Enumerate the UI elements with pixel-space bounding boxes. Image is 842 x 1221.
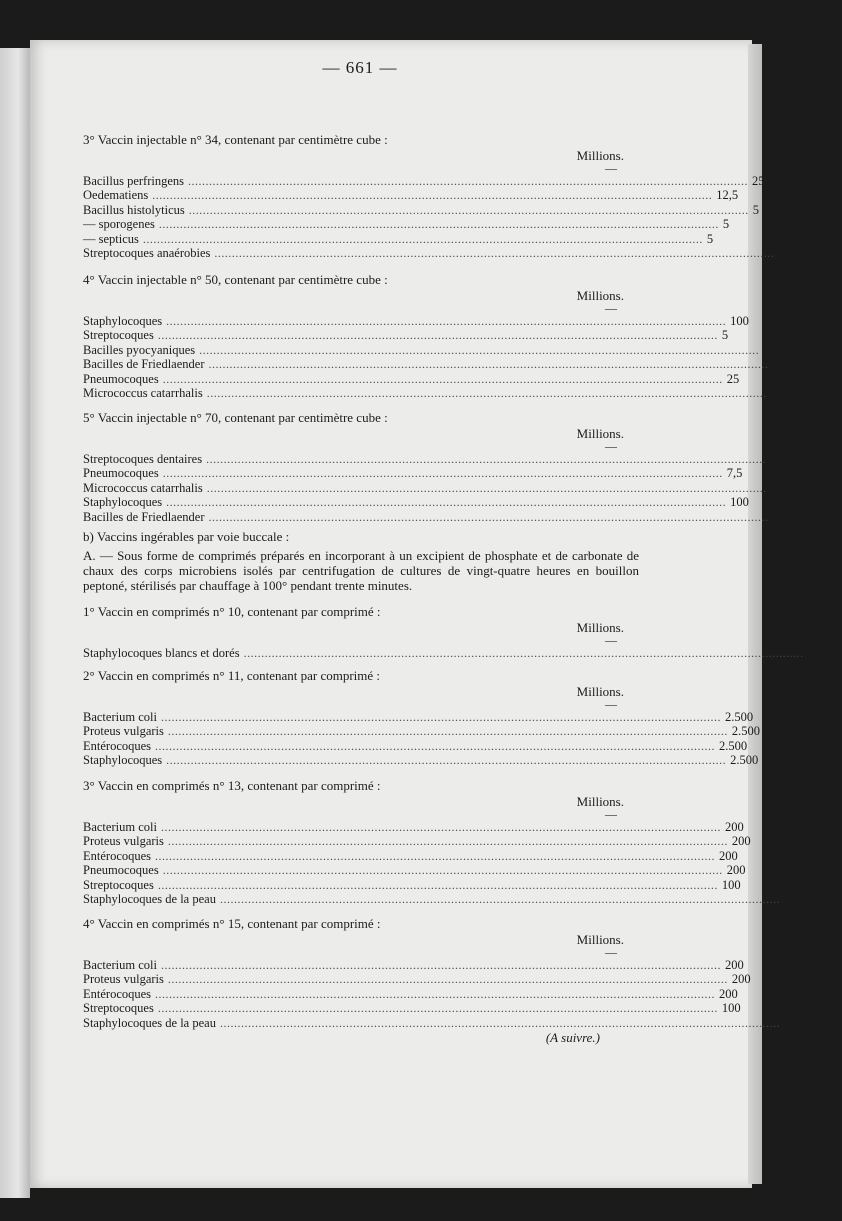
table-row xyxy=(83,957,744,972)
page-number: — 661 — xyxy=(322,58,398,77)
organism-name: Streptocoques xyxy=(83,1001,154,1015)
leader-dots: ................................................................................................................................................................ xyxy=(157,877,718,892)
organism-count: 25 xyxy=(726,371,740,386)
leader-dots: ................................................................................................................................................................ xyxy=(166,495,727,509)
organism-count: 200 xyxy=(724,819,744,834)
organism-count: 200 xyxy=(719,986,738,1001)
table-row xyxy=(83,328,729,343)
organism-count: 5 xyxy=(752,202,759,217)
organism-name: Streptocoques xyxy=(83,328,154,342)
table-row xyxy=(83,892,813,907)
unit-dash: — xyxy=(605,633,617,647)
organism-count: 200 xyxy=(726,863,746,877)
organism-name: Pneumocoques xyxy=(83,863,159,877)
table-row xyxy=(83,386,793,401)
leader-dots: ................................................................................................................................................................ xyxy=(155,738,716,753)
organism-name: Staphylocoques de la peau xyxy=(83,892,216,906)
leader-dots: ................................................................................................................................................................ xyxy=(157,328,718,342)
organism-count: 5 xyxy=(778,246,785,260)
organism-count: 2.500 xyxy=(724,709,754,724)
unit-dash: — xyxy=(605,301,617,315)
organism-name: Entérocoques xyxy=(83,986,152,1001)
table-row xyxy=(83,246,785,261)
organism-name: Oedematiens xyxy=(83,188,149,202)
table-row xyxy=(83,451,783,466)
table-row xyxy=(83,1001,741,1016)
leader-dots: ................................................................................................................................................................ xyxy=(243,645,804,660)
oral-paragraph: A. — Sous forme de comprimés préparés en incorporant à un excipient de phosphate et de carbonate de chaux des corps microbiens isolés par centrifugation de cultures de vingt-quatre heures en bouillon peptoné, stérilisés par chauffage à 100° pendant trente minutes. xyxy=(83,548,639,593)
leader-dots: ................................................................................................................................................................ xyxy=(158,217,719,231)
table-row xyxy=(83,709,754,724)
leader-dots: ................................................................................................................................................................ xyxy=(206,451,767,466)
organism-name: Bacilles pyocyaniques xyxy=(83,342,196,357)
unit-dash: — xyxy=(605,697,617,711)
organism-count: 10 xyxy=(770,480,784,495)
organism-count: 200 xyxy=(724,957,744,972)
table-row xyxy=(83,972,751,987)
organism-name: Streptocoques xyxy=(83,877,154,892)
unit-dash: — xyxy=(605,945,617,959)
leader-dots: ................................................................................................................................................................ xyxy=(166,753,727,767)
table-row xyxy=(83,480,784,495)
leader-dots: ................................................................................................................................................................ xyxy=(155,986,716,1001)
organism-count: 2.500 xyxy=(719,738,748,753)
table-row xyxy=(83,509,785,524)
leader-dots: ................................................................................................................................................................ xyxy=(160,819,721,834)
leader-dots: ................................................................................................................................................................ xyxy=(206,386,767,400)
table-row xyxy=(83,342,776,357)
table-row xyxy=(83,819,744,834)
vaccine-section xyxy=(83,132,785,260)
organism-name: Bacilles de Friedlaender xyxy=(83,357,205,371)
organism-count: 10 xyxy=(772,509,785,524)
organism-count: 25 xyxy=(772,357,785,371)
organism-count: 7,5 xyxy=(726,466,743,480)
section-intro: 1° Vaccin en comprimés n° 10, contenant par comprimé : xyxy=(83,604,381,619)
organism-count: 200 xyxy=(719,848,738,863)
organism-count: 12,5 xyxy=(770,386,793,400)
section-intro: 3° Vaccin injectable n° 34, contenant par centimètre cube : xyxy=(83,132,388,147)
leader-dots: ................................................................................................................................................................ xyxy=(167,972,728,986)
organism-count: 10 xyxy=(770,451,783,466)
table-row xyxy=(83,1015,813,1030)
table-row xyxy=(83,173,765,188)
organism-count: 5 xyxy=(722,217,730,231)
leader-dots: ................................................................................................................................................................ xyxy=(162,371,723,386)
unit-label: Millions. xyxy=(576,620,624,635)
table-row xyxy=(83,202,759,217)
unit-label: Millions. xyxy=(576,426,624,441)
organism-name: Staphylocoques blancs et dorés xyxy=(83,645,240,660)
vaccine-section xyxy=(83,778,813,906)
organism-count: 2.500 xyxy=(730,753,759,767)
organism-count: 100 xyxy=(730,313,749,328)
leader-dots: ................................................................................................................................................................ xyxy=(206,480,767,495)
leader-dots: ................................................................................................................................................................ xyxy=(160,957,721,972)
table-row xyxy=(83,863,746,878)
leader-dots: ................................................................................................................................................................ xyxy=(142,231,703,246)
table-row xyxy=(83,724,761,739)
leader-dots: ................................................................................................................................................................ xyxy=(167,724,728,738)
organism-name: Bacillus histolyticus xyxy=(83,202,185,217)
leader-dots: ................................................................................................................................................................ xyxy=(188,202,749,217)
organism-count: 1.000 xyxy=(783,1015,813,1030)
organism-name: Bacilles de Friedlaender xyxy=(83,509,205,524)
organism-name: Micrococcus catarrhalis xyxy=(83,480,203,495)
leader-dots: ................................................................................................................................................................ xyxy=(188,173,749,188)
table-row xyxy=(83,217,730,232)
organism-count: 200 xyxy=(731,834,751,848)
organism-name: Staphylocoques xyxy=(83,313,163,328)
unit-label: Millions. xyxy=(576,794,624,809)
leader-dots: ................................................................................................................................................................ xyxy=(162,466,723,480)
organism-count: 100 xyxy=(721,1001,741,1015)
organism-name: Staphylocoques de la peau xyxy=(83,1015,216,1030)
vaccine-section xyxy=(83,410,785,524)
organism-name: Bacterium coli xyxy=(83,709,157,724)
organism-name: Bacillus perfringens xyxy=(83,173,185,188)
table-row xyxy=(83,495,749,510)
vaccine-section xyxy=(83,604,842,660)
organism-count: 10 xyxy=(763,342,776,357)
organism-name: Entérocoques xyxy=(83,848,152,863)
table-row xyxy=(83,753,759,768)
leader-dots: ................................................................................................................................................................ xyxy=(199,342,760,357)
organism-name: Entérocoques xyxy=(83,738,152,753)
organism-count: 100 xyxy=(721,877,741,892)
section-intro: 4° Vaccin injectable n° 50, contenant par centimètre cube : xyxy=(83,272,388,287)
organism-name: Pneumocoques xyxy=(83,466,159,480)
organism-count: 2.500 xyxy=(731,724,761,738)
table-row xyxy=(83,371,740,386)
leader-dots: ................................................................................................................................................................ xyxy=(155,848,716,863)
organism-count: 15.000 xyxy=(807,645,842,660)
table-row xyxy=(83,986,738,1001)
organism-name: Micrococcus catarrhalis xyxy=(83,386,203,400)
leader-dots: ................................................................................................................................................................ xyxy=(208,357,769,371)
organism-name: Staphylocoques xyxy=(83,753,163,767)
organism-name: Proteus vulgaris xyxy=(83,724,164,738)
organism-name: Bacterium coli xyxy=(83,819,157,834)
section-intro: 4° Vaccin en comprimés n° 15, contenant par comprimé : xyxy=(83,916,381,931)
organism-name: Pneumocoques xyxy=(83,371,159,386)
leader-dots: ................................................................................................................................................................ xyxy=(219,892,780,906)
table-row xyxy=(83,313,749,328)
vaccine-section xyxy=(83,272,793,400)
organism-count: 200 xyxy=(731,972,751,986)
organism-name: — septicus xyxy=(83,231,139,246)
table-row xyxy=(83,466,743,481)
unit-label: Millions. xyxy=(576,288,624,303)
table-row xyxy=(83,645,842,660)
organism-name: Streptocoques dentaires xyxy=(83,451,203,466)
leader-dots: ................................................................................................................................................................ xyxy=(166,313,727,328)
unit-dash: — xyxy=(605,161,617,175)
organism-name: Proteus vulgaris xyxy=(83,834,164,848)
leader-dots: ................................................................................................................................................................ xyxy=(219,1015,780,1030)
table-row xyxy=(83,231,714,246)
organism-name: — sporogenes xyxy=(83,217,155,231)
left-page-edge xyxy=(0,48,30,1198)
section-intro: 3° Vaccin en comprimés n° 13, contenant par comprimé : xyxy=(83,778,381,793)
leader-dots: ................................................................................................................................................................ xyxy=(167,834,728,848)
table-row xyxy=(83,848,738,863)
table-row xyxy=(83,834,751,849)
table-row xyxy=(83,357,785,372)
unit-label: Millions. xyxy=(576,684,624,699)
organism-name: Staphylocoques xyxy=(83,495,163,509)
organism-count: 5 xyxy=(706,231,714,246)
oral-heading: b) Vaccins ingérables par voie buccale : xyxy=(83,529,290,544)
organism-count: 100 xyxy=(730,495,749,509)
unit-dash: — xyxy=(605,807,617,821)
leader-dots: ................................................................................................................................................................ xyxy=(152,188,713,202)
table-row xyxy=(83,877,741,892)
organism-count: 12,5 xyxy=(716,188,739,202)
leader-dots: ................................................................................................................................................................ xyxy=(157,1001,718,1015)
table-row xyxy=(83,188,739,203)
leader-dots: ................................................................................................................................................................ xyxy=(208,509,769,524)
organism-count: 25 xyxy=(752,173,765,188)
unit-label: Millions. xyxy=(576,148,624,163)
to-be-continued: (A suivre.) xyxy=(545,1030,600,1045)
organism-count: 5 xyxy=(721,328,729,342)
unit-dash: — xyxy=(605,439,617,453)
leader-dots: ................................................................................................................................................................ xyxy=(162,863,723,877)
section-intro: 5° Vaccin injectable n° 70, contenant par centimètre cube : xyxy=(83,410,388,425)
section-intro: 2° Vaccin en comprimés n° 11, contenant par comprimé : xyxy=(83,668,381,683)
organism-name: Bacterium coli xyxy=(83,957,157,972)
leader-dots: ................................................................................................................................................................ xyxy=(160,709,721,724)
organism-count: 1.000 xyxy=(783,892,813,906)
leader-dots: ................................................................................................................................................................ xyxy=(214,246,775,260)
vaccine-section xyxy=(83,668,761,767)
unit-label: Millions. xyxy=(576,932,624,947)
vaccine-section xyxy=(83,916,813,1030)
table-row xyxy=(83,738,748,753)
organism-name: Proteus vulgaris xyxy=(83,972,164,986)
organism-name: Streptocoques anaérobies xyxy=(83,246,211,260)
